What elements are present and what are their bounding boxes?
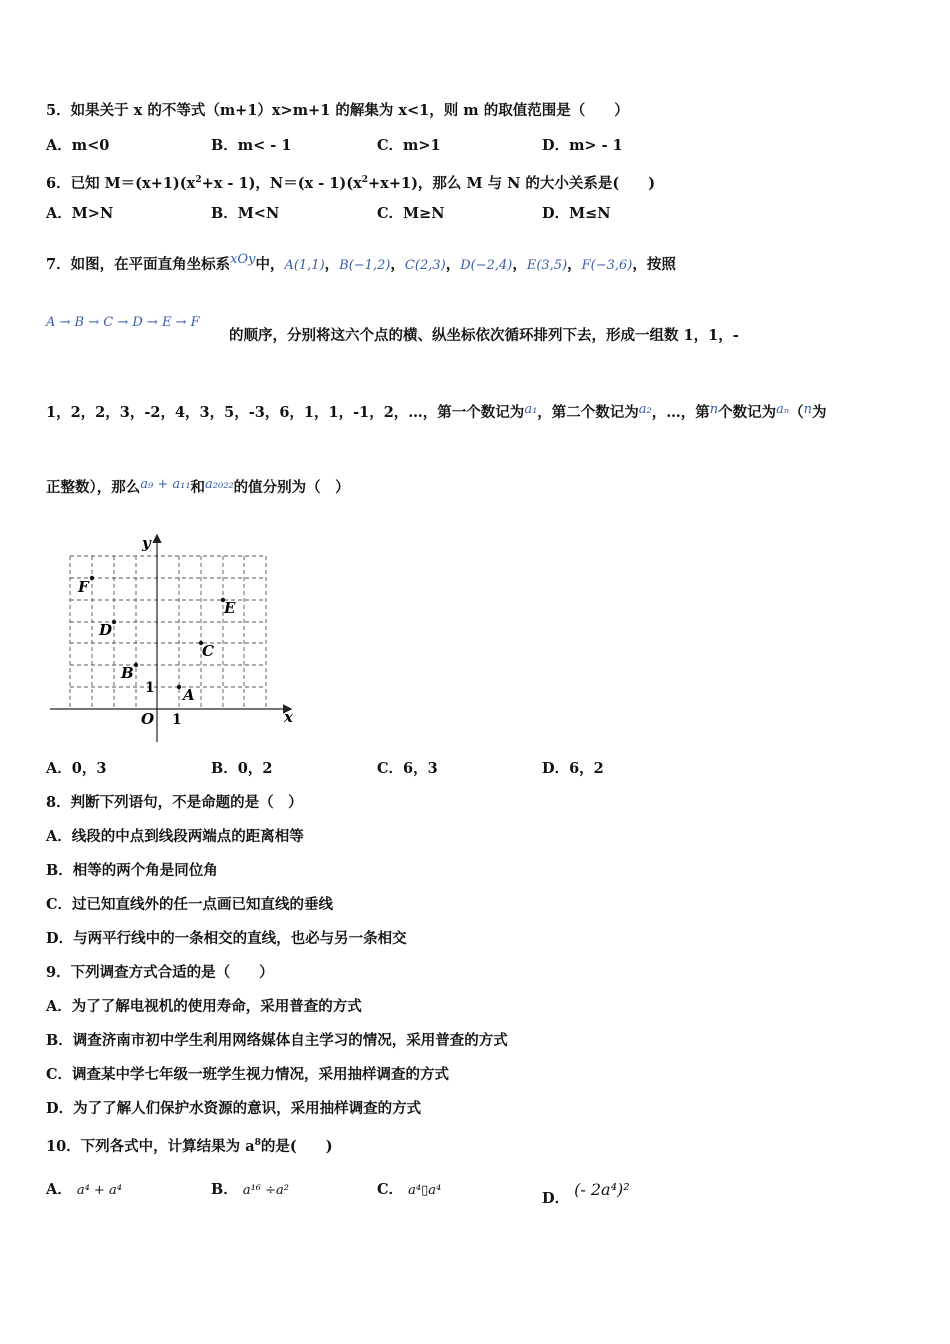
- q6-stem: 6．已知 $M=(x+1)(x^2+x - 1)$，$N=(x - 1)(x^2+x+1)$，那么 M 与 N 的大小关系是( ): [46, 175, 656, 192]
- q7-line-4: 正整数），那么a₉ + a₁₁和a₂₀₂₂的值分别为（ ）: [46, 477, 350, 496]
- q5-option-d: D．m> - 1: [542, 137, 623, 154]
- point-e-label: E: [224, 599, 236, 617]
- q7-line-1: 7．如图，在平面直角坐标系xOy中，A(1,1)，B(−1,2)，C(2,3)，D(−2,4)，E(3,5)，F(−3,6)，按照: [46, 252, 676, 273]
- q8-option-d: D．与两平行线中的一条相交的直线，也必与另一条相交: [46, 930, 407, 947]
- q7-sequence: A → B → C → D → E → F: [46, 315, 200, 330]
- q9-option-c: C．调查某中学七年级一班学生视力情况，采用抽样调查的方式: [46, 1066, 450, 1083]
- q10-option-d: D． (- 2a⁴)²: [542, 1180, 630, 1207]
- x-axis-label: x: [284, 708, 293, 726]
- point-f: [90, 576, 94, 580]
- q10-option-b: B． a¹⁶ ÷a²: [211, 1181, 289, 1198]
- point-d: [112, 620, 116, 624]
- q8-stem: 8．判断下列语句，不是命题的是（ ）: [46, 794, 303, 811]
- point-b: [134, 663, 138, 667]
- q5-stem: 5．如果关于 x 的不等式（m+1）x>m+1 的解集为 x<1，则 m 的取值范围是（ ）: [46, 102, 629, 119]
- q10-expr-d: (- 2a⁴)²: [574, 1180, 630, 1199]
- q10-option-c: C． a⁴▯a⁴: [377, 1181, 442, 1198]
- q5-option-a: A．m<0: [46, 137, 110, 154]
- point-b-label: B: [121, 664, 134, 682]
- x-tick-label: 1: [172, 712, 182, 728]
- point-f-label: F: [78, 578, 89, 596]
- q5-option-c: C．m>1: [377, 137, 441, 154]
- q10-stem: 10．下列各式中，计算结果为 $a^8$的是( ): [46, 1138, 333, 1155]
- q7-coordinate-graph: [44, 530, 304, 746]
- q7-option-d: D．6，2: [542, 760, 604, 777]
- q7-line-3: 1，2，2，3，-2，4，3，5，-3，6，1，1，-1，2，…，第一个数记为a₁，第二个数记为a₂，…，第n个数记为aₙ（n为: [46, 402, 827, 421]
- q10-expr-c: a⁴▯a⁴: [408, 1183, 442, 1198]
- q6-option-b: B．M<N: [211, 205, 280, 222]
- q9-option-d: D．为了了解人们保护水资源的意识，采用抽样调查的方式: [46, 1100, 422, 1117]
- q10-option-a: A． a⁴ + a⁴: [46, 1181, 122, 1198]
- point-a: [177, 685, 181, 689]
- q10-expr-b: a¹⁶ ÷a²: [242, 1183, 289, 1198]
- q5-option-b: B．m< - 1: [211, 137, 292, 154]
- origin-label: O: [141, 710, 155, 728]
- q9-option-b: B．调查济南市初中学生利用网络媒体自主学习的情况，采用普查的方式: [46, 1032, 508, 1049]
- q6-option-d: D．M≤N: [542, 205, 611, 222]
- q7-option-b: B．0，2: [211, 760, 273, 777]
- q9-option-a: A．为了了解电视机的使用寿命，采用普查的方式: [46, 998, 362, 1015]
- q8-option-c: C．过已知直线外的任一点画已知直线的垂线: [46, 896, 334, 913]
- q7-line-2: 的顺序，分别将这六个点的横、纵坐标依次循环排列下去，形成一组数 1，1，-: [229, 327, 739, 344]
- point-a-label: A: [183, 686, 195, 704]
- q8-option-b: B．相等的两个角是同位角: [46, 862, 218, 879]
- y-tick-label: 1: [145, 680, 155, 696]
- point-c-label: C: [202, 642, 214, 660]
- q7-option-a: A．0，3: [46, 760, 107, 777]
- q6-option-a: A．M>N: [46, 205, 114, 222]
- point-d-label: D: [99, 621, 113, 639]
- q7-option-c: C．6，3: [377, 760, 438, 777]
- q8-option-a: A．线段的中点到线段两端点的距离相等: [46, 828, 304, 845]
- q10-expr-a: a⁴ + a⁴: [76, 1183, 122, 1198]
- y-axis-label: y: [142, 534, 151, 552]
- q6-option-c: C．M≥N: [377, 205, 445, 222]
- q9-stem: 9．下列调查方式合适的是（ ）: [46, 964, 274, 981]
